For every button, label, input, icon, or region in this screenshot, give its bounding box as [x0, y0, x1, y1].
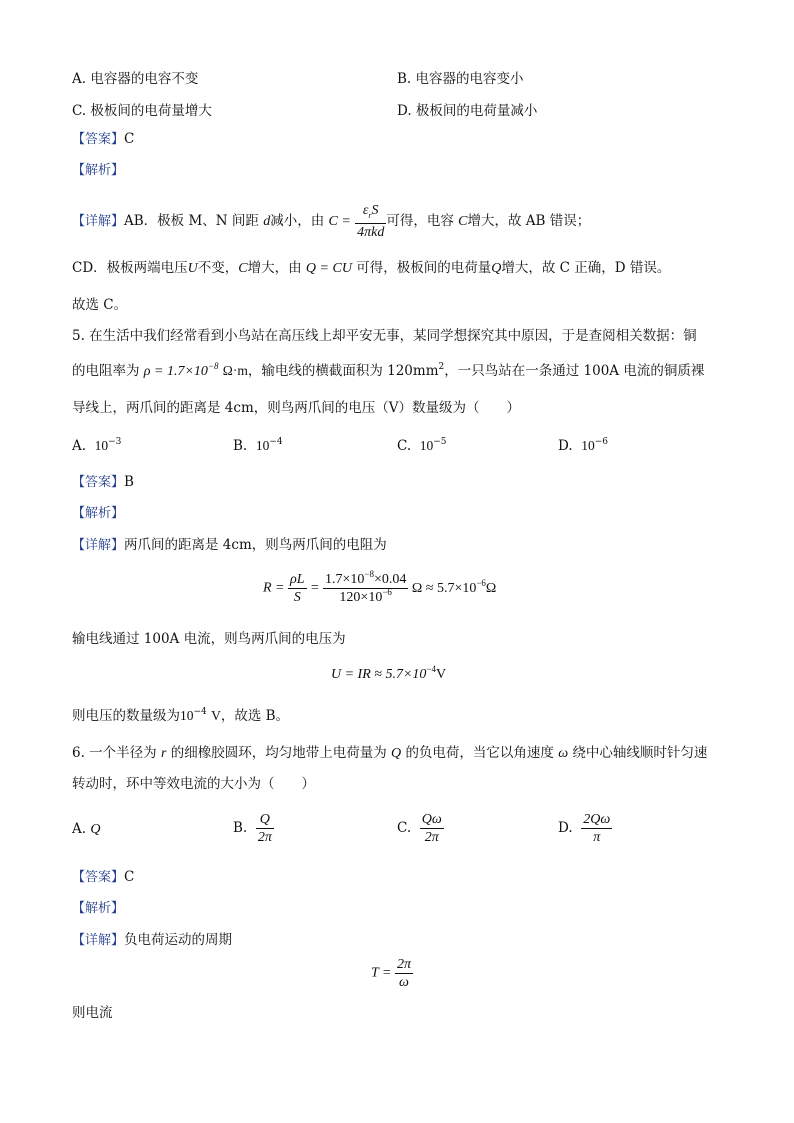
detail-text: 的细橡胶圆环，均匀地带上电荷量为 — [170, 745, 387, 761]
formula-lhs: C = — [328, 214, 351, 229]
answer-tag: 【答案】 — [72, 870, 125, 885]
frac-den: ω — [395, 973, 413, 991]
option-label: A. — [72, 821, 87, 837]
rho-unit: Ω·m — [222, 363, 248, 378]
math-var: ω — [558, 746, 569, 761]
detail-text: 的电阻率为 — [72, 363, 140, 379]
detail-line-2 — [72, 259, 670, 278]
frac-exp: −8 — [364, 569, 374, 579]
frac-num: ρL — [290, 572, 305, 587]
q5-analysis-line — [72, 504, 124, 523]
formula-lhs: T = — [371, 965, 392, 981]
formula-eq: = — [310, 580, 320, 596]
option-c: C. 极板间的电荷量增大 — [72, 103, 212, 119]
formula-exp: −4 — [426, 664, 436, 674]
analysis-tag: 【解析】 — [72, 506, 125, 521]
detail-text: 则电压的数量级为 — [72, 708, 180, 724]
detail-line — [72, 201, 590, 242]
frac-num: 2Qω — [583, 812, 611, 827]
rho-exp: −8 — [207, 361, 219, 371]
option-exp: −3 — [108, 437, 122, 447]
detail-text: 增大，故 C 正确，D 错误。 — [501, 260, 671, 276]
detail-text: 绕中心轴线顺时针匀速 — [572, 745, 708, 761]
detail-text: 可得，极板间的电荷量 — [356, 260, 492, 276]
q6-analysis-line — [72, 899, 124, 918]
math-var: U — [187, 261, 198, 276]
answer-line — [72, 130, 134, 149]
option-base: 10 — [255, 438, 270, 453]
option-label: C. — [397, 438, 412, 454]
option-label: C. — [397, 820, 412, 836]
option-label: A. — [72, 438, 87, 454]
q6-detail-2: 则电流 — [72, 1005, 113, 1021]
option-label: D. — [558, 820, 573, 836]
detail-tag: 【详解】 — [72, 214, 125, 229]
frac-num-s: S — [371, 202, 379, 218]
q5-option-a — [72, 438, 121, 454]
frac-den: S — [288, 588, 307, 606]
q6-option-a — [72, 821, 100, 838]
math-var: d — [263, 214, 271, 229]
formula-lhs: R = — [263, 580, 285, 596]
detail-text: ，故选 B。 — [220, 708, 290, 724]
detail-tag: 【详解】 — [72, 933, 125, 948]
analysis-tag: 【解析】 — [72, 163, 125, 178]
option-exp: −5 — [433, 437, 447, 447]
answer-tag: 【答案】 — [72, 475, 125, 490]
detail-text: 负电荷运动的周期 — [124, 932, 233, 948]
option-d: D. 极板间的电荷量减小 — [397, 103, 538, 119]
option-fraction — [256, 811, 274, 846]
q6-detail-1 — [72, 931, 232, 950]
math-var: Q — [391, 746, 402, 761]
capacitance-fraction — [355, 202, 386, 242]
math-var: r — [160, 746, 167, 761]
q5-option-c — [397, 438, 447, 454]
detail-text: 不变， — [197, 260, 239, 276]
detail-text: 6. 一个半径为 — [72, 745, 157, 761]
detail-text: CD．极板两端电压 — [72, 260, 188, 276]
frac-num: 1.7×10 — [324, 572, 365, 587]
frac-num: Q — [259, 812, 270, 827]
detail-value: 10 — [180, 708, 194, 723]
q6-answer-line — [72, 868, 134, 887]
detail-text: 的负电荷，当它以角速度 — [405, 745, 554, 761]
period-formula — [371, 956, 413, 991]
q6-option-c — [397, 811, 444, 846]
frac-den: 120×10 — [339, 590, 383, 605]
q6-stem-2: 转动时，环中等效电流的大小为（ ） — [72, 776, 315, 792]
option-label: D. — [558, 438, 573, 454]
detail-exp: −4 — [193, 707, 207, 717]
formula-unit: Ω — [485, 580, 497, 596]
option-b: B. 电容器的电容变小 — [397, 71, 524, 87]
formula-unit: V — [435, 667, 447, 682]
option-base: 10 — [419, 438, 434, 453]
voltage-formula — [331, 664, 447, 683]
detail-text: AB．极板 M、N 间距 — [124, 213, 259, 229]
math-formula: Q = CU — [305, 261, 352, 276]
detail-tag: 【详解】 — [72, 538, 125, 553]
formula-fraction — [323, 571, 408, 606]
math-var: C — [458, 214, 468, 229]
frac-den: π — [581, 828, 612, 846]
frac-exp: −6 — [382, 587, 392, 597]
q5-answer-line — [72, 473, 134, 492]
q6-option-b — [233, 811, 274, 846]
formula-tail: Ω ≈ 5.7×10 — [411, 580, 477, 596]
q5-detail-3 — [72, 707, 289, 725]
answer-value: C — [124, 131, 135, 147]
frac-den: 4πkd — [357, 225, 385, 241]
option-base: 10 — [581, 438, 595, 453]
frac-num: Qω — [421, 812, 442, 827]
detail-unit: V — [211, 708, 221, 723]
math-var: C — [238, 261, 248, 276]
frac-num: ε — [362, 202, 369, 218]
frac-sub: r — [368, 210, 372, 220]
formula-fraction — [395, 956, 413, 991]
option-label: B. — [233, 438, 248, 454]
area-exp: 2 — [438, 362, 445, 372]
option-exp: −4 — [269, 437, 283, 447]
conclusion-line: 故选 C。 — [72, 297, 128, 313]
option-exp: −6 — [594, 437, 609, 447]
option-fraction — [420, 811, 444, 846]
detail-text: 可得，电容 — [386, 213, 454, 229]
q5-option-d — [558, 438, 608, 454]
q5-detail-2: 输电线通过 100A 电流，则鸟两爪间的电压为 — [72, 631, 346, 647]
formula-exp: −6 — [476, 577, 486, 588]
rho-base: ρ = 1.7×10 — [143, 364, 208, 379]
option-base: 10 — [94, 438, 109, 453]
formula-fraction — [288, 571, 307, 606]
detail-text: 增大，故 AB 错误； — [467, 213, 591, 229]
option-label: B. — [233, 820, 248, 836]
math-var: Q — [491, 261, 502, 276]
option-fraction — [581, 811, 612, 846]
formula-body: U = IR ≈ 5.7×10 — [331, 667, 427, 682]
answer-value: B — [124, 474, 134, 490]
frac-num: 2π — [396, 957, 411, 972]
q6-option-d — [558, 811, 612, 846]
analysis-tag: 【解析】 — [72, 901, 125, 916]
q5-stem-2 — [72, 362, 704, 381]
detail-text: 减小，由 — [270, 213, 325, 229]
answer-tag: 【答案】 — [72, 132, 125, 147]
detail-text: ，一只鸟站在一条通过 100A 电流的铜质裸 — [444, 363, 705, 379]
q6-stem-1 — [72, 744, 707, 763]
q5-stem-3: 导线上，两爪间的距离是 4cm，则鸟两爪间的电压（V）数量级为（ ） — [72, 400, 520, 416]
option-value: Q — [90, 822, 101, 837]
q5-detail-1 — [72, 536, 387, 555]
frac-num-tail: ×0.04 — [373, 572, 407, 587]
frac-den: 2π — [257, 830, 272, 845]
detail-text: 增大，由 — [247, 260, 302, 276]
q5-stem-1: 5. 在生活中我们经常看到小鸟站在高压线上却平安无事，某同学想探究其中原因，于是查阅相关数据：铜 — [72, 328, 697, 344]
option-a: A. 电容器的电容不变 — [72, 71, 199, 87]
frac-den: 2π — [420, 828, 444, 846]
q5-option-b — [233, 438, 283, 454]
detail-text: ，输电线的横截面积为 120mm — [247, 363, 439, 379]
resistance-formula — [263, 571, 496, 606]
answer-value: C — [124, 869, 135, 885]
detail-text: 两爪间的距离是 4cm，则鸟两爪间的电阻为 — [124, 537, 387, 553]
analysis-line — [72, 161, 124, 180]
rho-formula — [143, 361, 219, 379]
